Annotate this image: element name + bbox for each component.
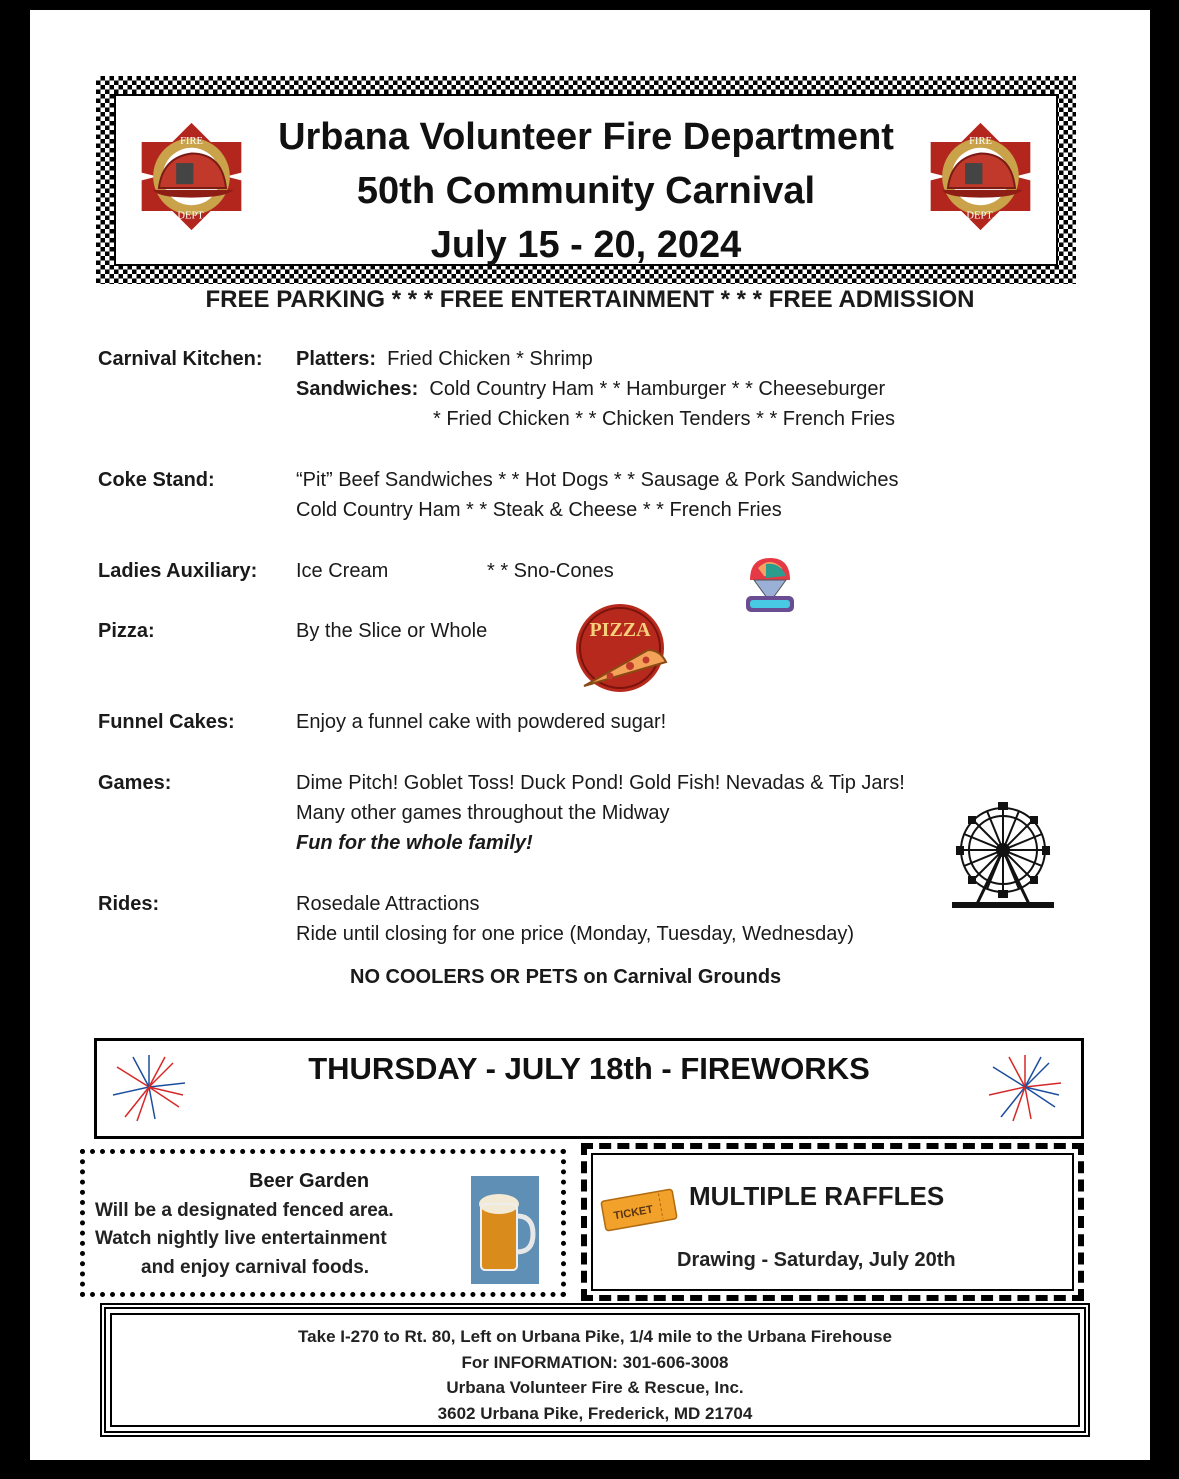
beer-garden-box — [80, 1149, 566, 1297]
free-banner: FREE PARKING * * * FREE ENTERTAINMENT * * * FREE ADMISSION — [205, 286, 975, 313]
beer-line-2: Watch nightly live entertainment — [95, 1228, 387, 1249]
address-line: 3602 Urbana Pike, Frederick, MD 21704 — [437, 1404, 753, 1423]
flyer-page — [30, 10, 1150, 1460]
firework-burst-icon — [983, 1051, 1067, 1127]
funnel-label: Funnel Cakes: — [98, 711, 235, 733]
badge-bottom-text: DEPT. — [966, 210, 995, 222]
ladies-label: Ladies Auxiliary: — [98, 560, 258, 582]
funnel-text: Enjoy a funnel cake with powdered sugar! — [296, 711, 667, 733]
ferris-wheel-icon — [948, 802, 1058, 912]
kitchen-sandwiches — [296, 378, 885, 401]
rides-line-2: Ride until closing for one price (Monday, Tuesday, Wednesday) — [296, 923, 855, 945]
no-coolers-notice: NO COOLERS OR PETS on Carnival Grounds — [350, 966, 782, 988]
games-line-1: Dime Pitch! Goblet Toss! Duck Pond! Gold Fish! Nevadas & Tip Jars! — [296, 772, 905, 794]
beer-line-1: Will be a designated fenced area. — [95, 1200, 394, 1221]
beer-mug-icon — [471, 1176, 539, 1284]
directions-inner-frame — [110, 1313, 1080, 1427]
ticket-text: TICKET — [612, 1203, 655, 1223]
fire-dept-badge-icon — [923, 119, 1038, 234]
header-checkered-border — [96, 76, 1076, 284]
pizza-logo-text: PIZZA — [589, 619, 651, 641]
ladies-item-sno-cones: * * Sno-Cones — [487, 560, 614, 582]
pizza-label: Pizza: — [98, 620, 155, 642]
header-panel — [114, 94, 1058, 266]
sandwiches-text-2: * Fried Chicken * * Chicken Tenders * * French Fries — [433, 408, 896, 430]
kitchen-platters — [296, 348, 593, 371]
badge-top-text: FIRE — [969, 135, 992, 147]
pizza-logo-icon — [570, 596, 674, 696]
badge-top-text: FIRE — [180, 135, 203, 147]
kitchen-label: Carnival Kitchen: — [98, 348, 263, 370]
platters-label: Platters: — [296, 348, 377, 370]
raffle-drawing: Drawing - Saturday, July 20th — [677, 1249, 956, 1271]
rides-line-1: Rosedale Attractions — [296, 893, 480, 915]
ticket-icon — [599, 1187, 679, 1233]
beer-garden-title: Beer Garden — [249, 1170, 370, 1192]
raffle-box — [581, 1143, 1084, 1301]
directions-info-box — [100, 1303, 1090, 1437]
fireworks-text: THURSDAY - JULY 18th - FIREWORKS — [308, 1051, 870, 1086]
coke-line-2: Cold Country Ham * * Steak & Cheese * * French Fries — [296, 499, 782, 521]
sandwiches-text: Cold Country Ham * * Hamburger * * Cheeseburger — [429, 378, 886, 400]
games-label: Games: — [98, 772, 172, 794]
games-line-3: Fun for the whole family! — [296, 832, 533, 854]
coke-line-1: “Pit” Beef Sandwiches * * Hot Dogs * * Sausage & Pork Sandwiches — [296, 469, 899, 491]
raffle-title: MULTIPLE RAFFLES — [689, 1181, 945, 1211]
sandwiches-label: Sandwiches: — [296, 378, 419, 400]
fireworks-box — [94, 1038, 1084, 1139]
header-title: Urbana Volunteer Fire Department — [278, 116, 894, 158]
fire-dept-badge-icon — [134, 119, 249, 234]
firework-burst-icon — [107, 1051, 191, 1127]
badge-bottom-text: DEPT. — [177, 210, 206, 222]
info-phone-line: For INFORMATION: 301-606-3008 — [461, 1353, 729, 1372]
pizza-text: By the Slice or Whole — [296, 620, 488, 642]
platters-text: Fried Chicken * Shrimp — [387, 348, 593, 370]
raffle-inner-frame — [591, 1153, 1074, 1291]
games-line-2: Many other games throughout the Midway — [296, 802, 670, 824]
beer-line-3: and enjoy carnival foods. — [141, 1257, 370, 1278]
organization-name: Urbana Volunteer Fire & Rescue, Inc. — [446, 1378, 744, 1397]
header-dates: July 15 - 20, 2024 — [430, 224, 742, 266]
sno-cone-icon — [736, 552, 804, 620]
coke-label: Coke Stand: — [98, 469, 215, 491]
ladies-item-ice-cream: Ice Cream — [296, 560, 389, 582]
header-subtitle: 50th Community Carnival — [356, 170, 816, 212]
rides-label: Rides: — [98, 893, 160, 915]
directions-line: Take I-270 to Rt. 80, Left on Urbana Pike, 1/4 mile to the Urbana Firehouse — [298, 1327, 892, 1346]
